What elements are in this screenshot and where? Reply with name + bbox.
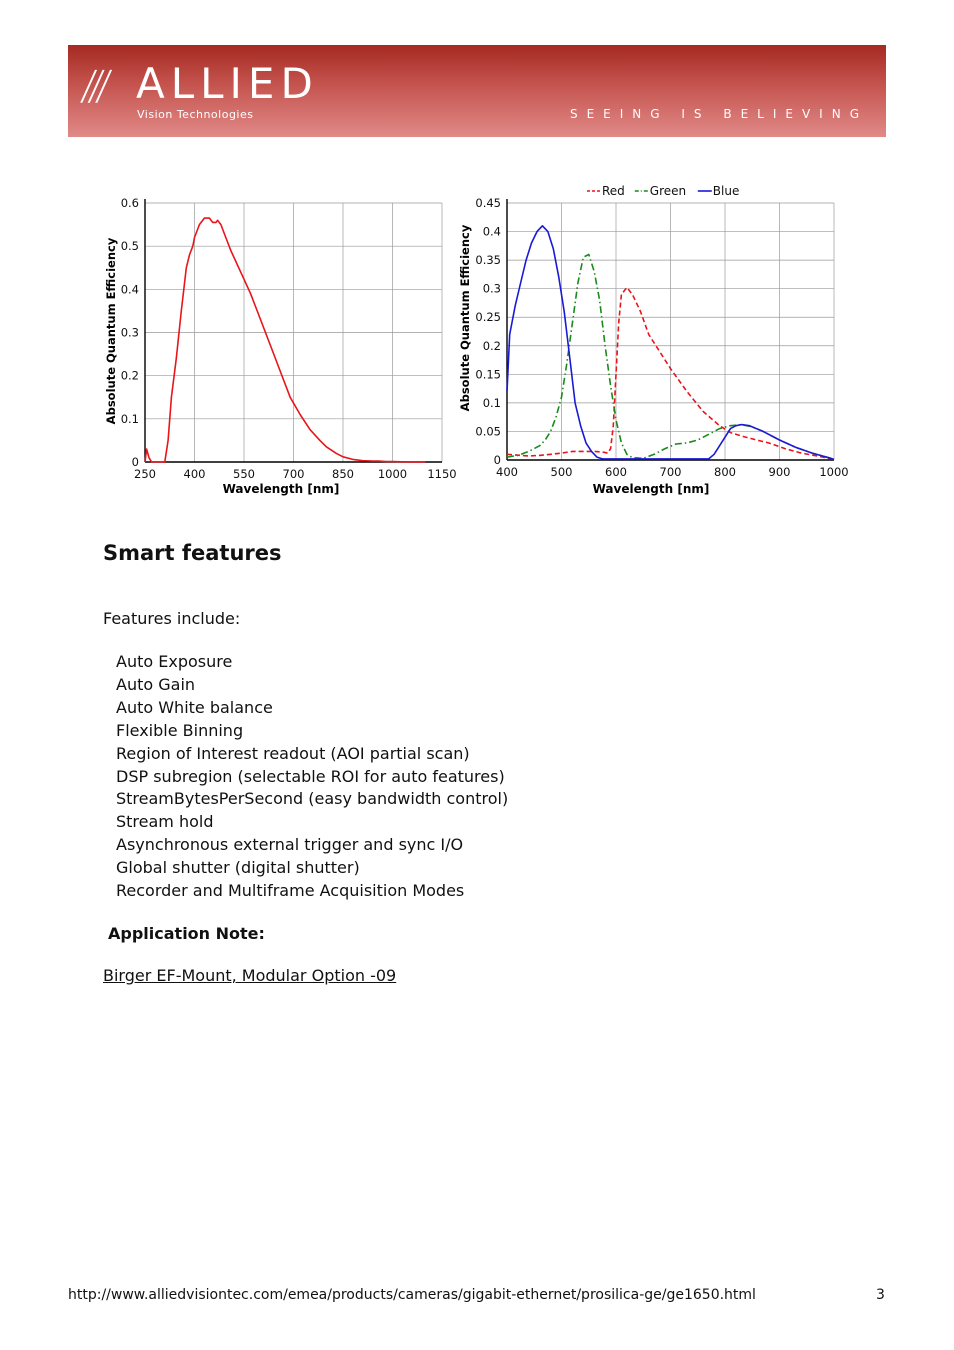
legend-label: Blue	[712, 184, 740, 198]
y-tick-label: 0.3	[482, 281, 501, 296]
x-tick-label: 900	[768, 465, 791, 479]
feature-item: Stream hold	[116, 812, 214, 832]
y-tick-label: 0	[493, 453, 501, 467]
color-qe-chart	[455, 178, 855, 500]
legend	[587, 184, 739, 198]
series-line-0	[145, 218, 426, 462]
y-tick-label: 0.3	[120, 325, 139, 340]
y-tick-label: 0.6	[120, 196, 139, 210]
ticks	[121, 196, 457, 481]
x-tick-label: 400	[496, 465, 518, 479]
grid	[507, 203, 834, 460]
feature-item: Asynchronous external trigger and sync I/O	[116, 835, 464, 855]
x-tick-label: 250	[134, 467, 156, 481]
x-tick-label: 700	[282, 467, 305, 481]
x-tick-label: 1000	[819, 465, 849, 479]
feature-item: Global shutter (digital shutter)	[116, 858, 360, 878]
x-tick-label: 1000	[377, 467, 408, 481]
x-tick-label: 800	[714, 465, 736, 479]
y-axis-label: Absolute Quantum Efficiency	[104, 237, 118, 425]
feature-item: Auto Gain	[116, 674, 196, 694]
y-tick-label: 0.2	[482, 338, 501, 353]
series	[145, 218, 426, 462]
tagline: SEEING IS BELIEVING	[569, 107, 868, 121]
application-note-link[interactable]: Birger EF-Mount, Modular Option -09	[103, 966, 397, 985]
application-note-title: Application Note:	[108, 924, 265, 943]
logo-subtitle: Vision Technologies	[137, 108, 254, 121]
y-tick-label: 0.2	[120, 368, 139, 383]
x-tick-label: 1150	[427, 467, 457, 481]
y-tick-label: 0	[131, 455, 139, 469]
y-tick-label: 0.45	[475, 196, 501, 210]
y-tick-label: 0.25	[475, 310, 501, 325]
color-qe-chart-svg	[455, 178, 855, 500]
x-tick-label: 850	[332, 467, 354, 481]
x-axis-label: Wavelength [nm]	[222, 482, 340, 496]
y-tick-label: 0.1	[482, 395, 501, 410]
page-number: 3	[876, 1287, 885, 1303]
x-tick-label: 500	[550, 465, 573, 479]
x-tick-label: 600	[605, 465, 627, 479]
logo-slashes: ///	[78, 63, 108, 109]
y-tick-label: 0.1	[120, 411, 139, 426]
mono-qe-chart-svg	[100, 185, 460, 500]
x-axis-label: Wavelength [nm]	[592, 482, 710, 496]
x-tick-label: 400	[183, 467, 206, 481]
y-tick-label: 0.35	[475, 253, 501, 268]
feature-item: Auto Exposure	[116, 652, 233, 671]
legend-label: Red	[602, 184, 625, 198]
legend-label: Green	[649, 184, 687, 198]
grid	[145, 203, 442, 462]
feature-item: Flexible Binning	[116, 720, 244, 740]
y-tick-label: 0.05	[475, 424, 501, 439]
feature-item: DSP subregion (selectable ROI for auto features)	[116, 766, 505, 786]
header-banner	[68, 45, 886, 137]
footer-url: http://www.alliedvisiontec.com/emea/products/cameras/gigabit-ethernet/prosilica-ge/ge1650.html	[68, 1287, 756, 1303]
section-title: Smart features	[103, 541, 282, 565]
y-axis-label: Absolute Quantum Efficiency	[458, 224, 472, 412]
y-tick-label: 0.4	[120, 282, 139, 297]
feature-item: Region of Interest readout (AOI partial scan)	[116, 743, 470, 763]
x-tick-label: 550	[233, 467, 255, 481]
mono-qe-chart	[100, 185, 460, 500]
ticks	[475, 196, 848, 479]
feature-item: StreamBytesPerSecond (easy bandwidth control)	[116, 789, 509, 809]
features-list	[116, 651, 508, 903]
features-intro: Features include:	[103, 609, 241, 628]
feature-item: Recorder and Multiframe Acquisition Modes	[116, 881, 465, 901]
x-tick-label: 700	[659, 465, 682, 479]
y-tick-label: 0.4	[482, 224, 501, 239]
feature-item: Auto White balance	[116, 697, 273, 717]
y-tick-label: 0.5	[120, 239, 139, 254]
y-tick-label: 0.15	[475, 367, 501, 382]
logo-wordmark: ALLIED	[136, 59, 319, 108]
